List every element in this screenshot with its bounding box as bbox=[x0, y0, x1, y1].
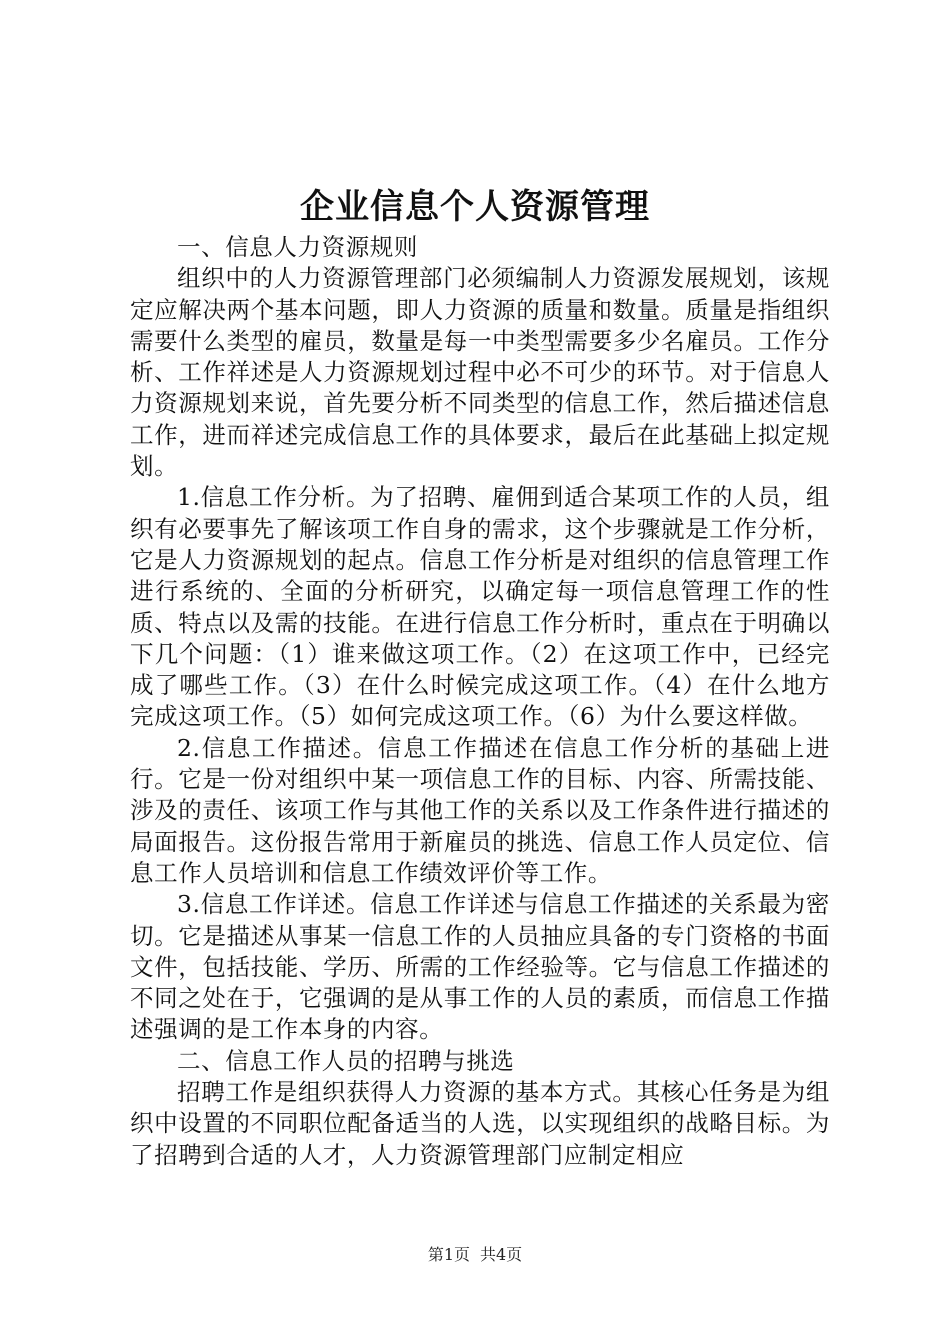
section-heading-1: 一、信息人力资源规则 bbox=[177, 233, 418, 261]
page-number: 第1页 bbox=[427, 1245, 470, 1264]
paragraph-intro: 组织中的人力资源管理部门必须编制人力资源发展规划，该规定应解决两个基本问题，即人力资源的质量和数量。质量是指组织需要什么类型的雇员，数量是每一中类型需要多少名雇员。工作分析、工作祥述是人力资源规划过程中必不可少的环节。对于信息人力资源规划来说，首先要分析不同类型的信息工作，然后描述信息工作，进而祥述完成信息工作的具体要求，最后在此基础上拟定规划。 bbox=[130, 264, 830, 481]
paragraph-job-description: 2.信息工作描述。信息工作描述在信息工作分析的基础上进行。它是一份对组织中某一项信息工作的目标、内容、所需技能、涉及的责任、该项工作与其他工作的关系以及工作条件进行描述的局面报告。这份报告常用于新雇员的挑选、信息工作人员定位、信息工作人员培训和信息工作绩效评价等工作。 bbox=[130, 733, 830, 887]
section-heading-2: 二、信息工作人员的招聘与挑选 bbox=[177, 1046, 515, 1075]
document-title: 企业信息个人资源管理 bbox=[300, 187, 650, 227]
page-total: 共4页 bbox=[480, 1245, 523, 1264]
paragraph-job-analysis: 1.信息工作分析。为了招聘、雇佣到适合某项工作的人员，组织有必要事先了解该项工作自身的需求，这个步骤就是工作分析，它是人力资源规划的起点。信息工作分析是对组织的信息管理工作进行系统的、全面的分析研究，以确定每一项信息管理工作的性质、特点以及需的技能。在进行信息工作分析时，重点在于明确以下几个问题：（1）谁来做这项工作。（2）在这项工作中，已经完成了哪些工作。（3）在什么时候完成这项工作。（4）在什么地方完成这项工作。（5）如何完成这项工作。（6）为什么要这样做。 bbox=[130, 483, 830, 731]
page-footer bbox=[0, 1244, 950, 1266]
document-body bbox=[130, 232, 830, 1171]
paragraph-recruitment: 招聘工作是组织获得人力资源的基本方式。其核心任务是为组织中设置的不同职位配备适当的人选，以实现组织的战略目标。为了招聘到合适的人才，人力资源管理部门应制定相应 bbox=[130, 1078, 830, 1169]
paragraph-job-specification: 3.信息工作详述。信息工作详述与信息工作描述的关系最为密切。它是描述从事某一信息工作的人员抽应具备的专门资格的书面文件，包括技能、学历、所需的工作经验等。它与信息工作描述的不同之处在于，它强调的是从事工作的人员的素质，而信息工作描述强调的是工作本身的内容。 bbox=[130, 890, 830, 1044]
